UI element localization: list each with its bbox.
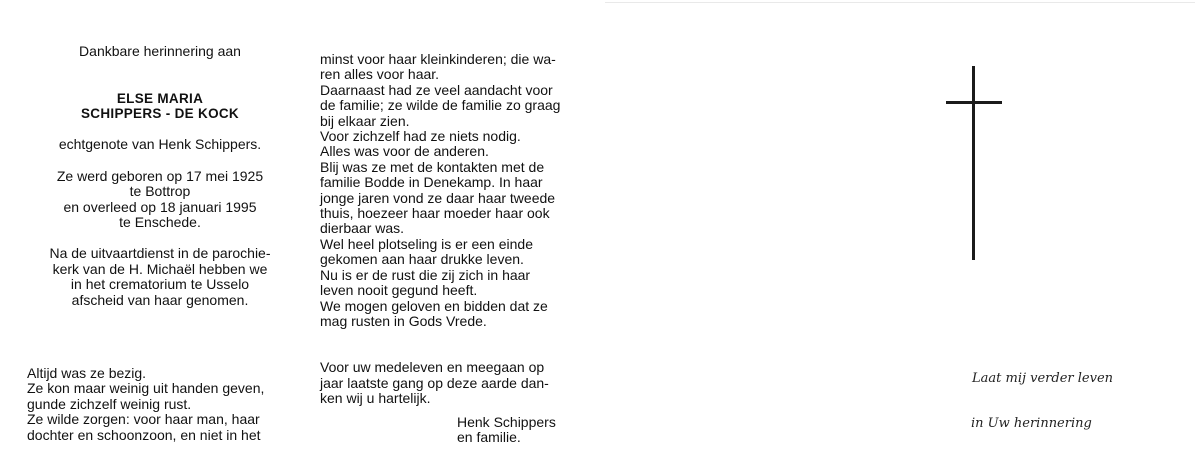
memorial-line-14: gekomen aan haar drukke leven. <box>320 251 524 268</box>
intro-text <box>27 44 293 59</box>
dates-line-2: te Bottrop <box>129 183 191 200</box>
memorial-line-7: Alles was voor de anderen. <box>320 143 489 160</box>
funeral-line-2: kerk van de H. Michaël hebben we <box>52 260 268 277</box>
thanks-line-2: jaar laatste gang op deze aarde dan- <box>320 374 549 391</box>
dates-line-3: en overleed op 18 januari 1995 <box>63 198 257 215</box>
thanks-line-3: ken wij u hartelijk. <box>320 390 431 407</box>
cross-vertical-beam <box>972 66 975 260</box>
middle-column <box>320 52 588 445</box>
memorial-line-10: jonge jaren vond ze daar haar tweede <box>320 189 556 206</box>
memorial-line-2: ren alles voor haar. <box>320 66 440 83</box>
funeral-line-3: in het crematorium te Usselo <box>70 276 250 293</box>
bio-line-3: gunde zichzelf weinig rust. <box>27 395 192 412</box>
name-line-2: SCHIPPERS - DE KOCK <box>81 106 239 122</box>
thanks-text <box>320 360 588 406</box>
left-column <box>27 44 293 443</box>
memorial-line-8: Blij was ze met de kontakten met de <box>320 158 545 175</box>
dates-text <box>27 169 293 231</box>
biography-text <box>27 366 293 443</box>
signature-line-1: Henk Schippers <box>457 413 556 430</box>
funeral-line-1: Na de uitvaartdienst in de parochie- <box>49 245 271 262</box>
memorial-line-18: mag rusten in Gods Vrede. <box>320 312 487 329</box>
funeral-line-4: afscheid van haar genomen. <box>71 291 249 308</box>
memorial-text <box>320 52 588 329</box>
memorial-line-6: Voor zichzelf had ze niets nodig. <box>320 128 521 145</box>
funeral-text <box>27 246 293 308</box>
name-line-1: ELSE MARIA <box>116 91 204 107</box>
bio-line-2: Ze kon maar weinig uit handen geven, <box>27 380 265 397</box>
memorial-line-3: Daarnaast had ze veel aandacht voor <box>320 81 553 98</box>
memorial-line-13: Wel heel plotseling is er een einde <box>320 235 533 252</box>
deceased-name <box>27 91 293 121</box>
memorial-line-5: bij elkaar zien. <box>320 112 410 129</box>
signature-line-2: en familie. <box>457 428 521 445</box>
memorial-line-16: leven nooit gegund heeft. <box>320 282 478 299</box>
bio-line-4: Ze wilde zorgen: voor haar man, haar <box>27 411 260 428</box>
intro-line: Dankbare herinnering aan <box>79 43 241 59</box>
signature <box>457 415 588 446</box>
scan-edge <box>605 2 1195 3</box>
thanks-line-1: Voor uw medeleven en meegaan op <box>320 359 545 376</box>
memorial-line-12: dierbaar was. <box>320 220 405 237</box>
memorial-line-11: thuis, hoezeer haar moeder haar ook <box>320 205 550 222</box>
memorial-line-17: We mogen geloven en bidden dat ze <box>320 297 548 314</box>
memorial-line-9: familie Bodde in Denekamp. In haar <box>320 174 543 191</box>
bio-line-5: dochter en schoonzoon, en niet in het <box>27 426 261 443</box>
memorial-line-1: minst voor haar kleinkinderen; die wa- <box>320 51 556 67</box>
verse-line-2: in Uw herinnering <box>971 416 1092 431</box>
bio-line-1: Altijd was ze bezig. <box>27 365 147 382</box>
verse-line-1: Laat mij verder leven <box>972 371 1114 386</box>
memorial-line-4: de familie; ze wilde de familie zo graag <box>320 97 561 114</box>
dates-line-1: Ze werd geboren op 17 mei 1925 <box>56 167 264 184</box>
spouse-line: echtgenote van Henk Schippers. <box>58 136 262 153</box>
cross-horizontal-beam <box>946 101 1002 104</box>
spouse-text <box>27 137 293 152</box>
memorial-line-15: Nu is er de rust die zij zich in haar <box>320 266 531 283</box>
dates-line-4: te Enschede. <box>119 214 201 231</box>
